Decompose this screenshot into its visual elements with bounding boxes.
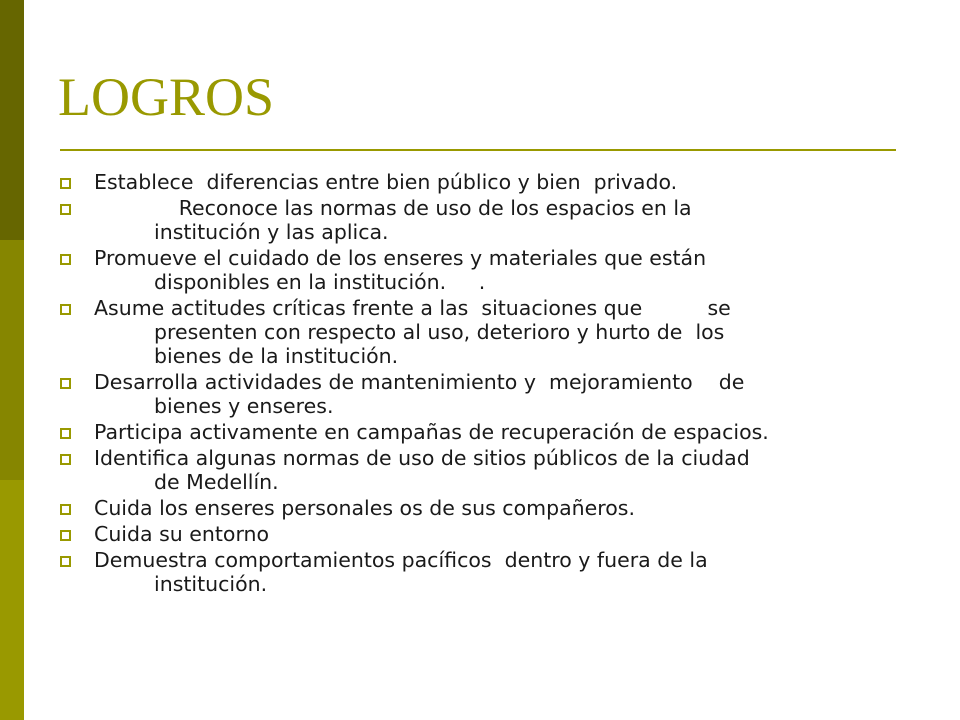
sidebar-stripe-top: [0, 0, 24, 240]
title-underline: [60, 149, 896, 151]
hollow-square-icon: [60, 428, 71, 439]
hollow-square-icon: [60, 454, 71, 465]
bullet-item: [60, 296, 900, 368]
bullet-line: institución y las aplica.: [154, 220, 389, 244]
bullet-line: Desarrolla actividades de mantenimiento y mejoramiento de: [94, 370, 745, 394]
bullet-item: [60, 170, 900, 194]
bullet-line: Asume actitudes críticas frente a las situaciones que se: [94, 296, 731, 320]
bullet-item: [60, 496, 900, 520]
bullet-line: bienes de la institución.: [154, 344, 399, 368]
bullet-item: [60, 446, 900, 494]
bullet-line: Reconoce las normas de uso de los espacios en la: [94, 196, 692, 220]
bullet-line: bienes y enseres.: [154, 394, 334, 418]
hollow-square-icon: [60, 504, 71, 515]
bullet-line: Establece diferencias entre bien público y bien privado.: [94, 170, 678, 194]
bullet-line: de Medellín.: [154, 470, 279, 494]
bullet-line: disponibles en la institución. .: [154, 270, 486, 294]
bullet-item: [60, 370, 900, 418]
bullet-line: Cuida los enseres personales os de sus compañeros.: [94, 496, 635, 520]
bullet-line: Participa activamente en campañas de recuperación de espacios.: [94, 420, 769, 444]
bullet-line: Cuida su entorno: [94, 522, 270, 546]
sidebar-stripe-bottom: [0, 480, 24, 720]
hollow-square-icon: [60, 378, 71, 389]
bullet-line: Demuestra comportamientos pacíficos dentro y fuera de la: [94, 548, 708, 572]
hollow-square-icon: [60, 204, 71, 215]
hollow-square-icon: [60, 304, 71, 315]
hollow-square-icon: [60, 254, 71, 265]
bullet-item: [60, 548, 900, 596]
hollow-square-icon: [60, 530, 71, 541]
bullet-item: [60, 196, 900, 244]
bullet-line: presenten con respecto al uso, deterioro y hurto de los: [154, 320, 725, 344]
slide-title: LOGROS: [58, 67, 275, 127]
bullet-line: Promueve el cuidado de los enseres y materiales que están: [94, 246, 707, 270]
bullet-item: [60, 522, 900, 546]
bullet-line: institución.: [154, 572, 268, 596]
bullet-line: Identifica algunas normas de uso de sitios públicos de la ciudad: [94, 446, 750, 470]
sidebar-stripe-middle: [0, 240, 24, 480]
hollow-square-icon: [60, 556, 71, 567]
hollow-square-icon: [60, 178, 71, 189]
bullet-item: [60, 246, 900, 294]
bullet-item: [60, 420, 900, 444]
bullet-list: [60, 170, 900, 598]
